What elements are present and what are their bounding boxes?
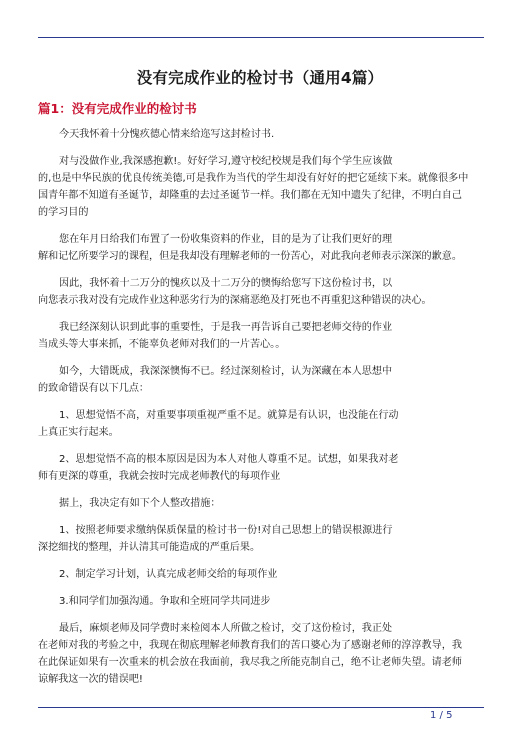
page-indicator: 1 / 5: [430, 710, 453, 721]
paragraph-line: 2、制定学习计划，认真完成老师交给的每项作业: [59, 569, 278, 580]
paragraph: [38, 231, 484, 265]
paragraph-line: 3.和同学们加强沟通。争取和全班同学共同进步: [59, 596, 271, 607]
paragraph: [38, 319, 484, 353]
paragraph-line: 在此保证如果有一次重来的机会放在我面前，我尽我之所能克制自己，绝不让老师失望。请老师: [38, 657, 462, 668]
header-rule: [38, 37, 484, 38]
paragraph-line: 的,也是中华民族的优良传统美德,可是我作为当代的学生却没有好好的把它延续下来。就像很多中: [38, 173, 469, 184]
paragraph-line: 最后，麻烦老师及同学费时来检阅本人所做之检讨，交了这份检讨，我正处: [59, 623, 393, 634]
paragraph-line: 1、思想觉悟不高，对重要事项重视严重不足。就算是有认识，也没能在行动: [59, 410, 399, 421]
paragraph-line: 对与没做作业,我深感抱歉!。好好学习,遵守校纪校规是我们每个学生应该做: [59, 156, 393, 167]
paragraph-line: 上真正实行起来。: [38, 427, 119, 438]
paragraph: [38, 522, 484, 556]
paragraph-line: 如今，大错既成，我深深懊悔不已。经过深刻检讨，认为深藏在本人思想中: [59, 366, 393, 377]
paragraph: [38, 153, 484, 221]
paragraph-line: 当成头等大事来抓，不能辜负老师对我们的一片苦心。。: [38, 339, 286, 350]
paragraph: [38, 566, 484, 583]
paragraph-line: 深挖细找的整理，并认清其可能造成的严重后果。: [38, 542, 261, 553]
paragraph-line: 因此，我怀着十二万分的愧疚以及十二万分的懊悔给您写下这份检讨书，以: [59, 278, 393, 289]
document-body: [38, 126, 484, 698]
paragraph-line: 您在年月日给我们布置了一份收集资料的作业，目的是为了让我们更好的理: [59, 234, 393, 245]
paragraph-line: 在老师对我的考验之中，我现在彻底理解老师教育我们的苦口婆心为了感谢老师的淳淳教导，我: [38, 640, 462, 651]
footer-rule: [38, 707, 484, 708]
paragraph-line: 解和记忆所要学习的课程，但是我却没有理解老师的一份苦心，对此我向老师表示深深的歉意。: [38, 251, 462, 262]
paragraph: [38, 495, 484, 512]
section-heading: 篇1：没有完成作业的检讨书: [38, 101, 197, 116]
paragraph-line: 国青年都不知道有圣诞节，却隆重的去过圣诞节一样。我们都在无知中遗失了纪律，不明白自己: [38, 190, 462, 201]
document-title: 没有完成作业的检讨书（通用4篇）: [136, 69, 384, 87]
paragraph-line: 1、按照老师要求缴纳保质保量的检讨书一份!对自己思想上的错误根源进行: [59, 525, 393, 536]
paragraph-line: 师有更深的尊重，我就会按时完成老师教代的每项作业: [38, 471, 281, 482]
paragraph: [38, 451, 484, 485]
paragraph-line: 据上，我决定有如下个人整改措施：: [59, 498, 221, 509]
paragraph: [38, 275, 484, 309]
paragraph: [38, 620, 484, 688]
paragraph-line: 的致命错误有以下几点：: [38, 383, 150, 394]
paragraph-line: 谅解我这一次的错误吧!: [38, 674, 143, 685]
paragraph: [38, 407, 484, 441]
paragraph-line: 今天我怀着十分愧疚德心情来给迩写这封检讨书.: [59, 129, 275, 140]
paragraph-line: 向您表示我对没有完成作业这种恶劣行为的深痛恶绝及打死也不再重犯这种错误的决心。: [38, 295, 432, 306]
paragraph: [38, 126, 484, 143]
paragraph-line: 我已经深刻认识到此事的重要性，于是我一再告诉自己要把老师交待的作业: [59, 322, 393, 333]
paragraph: [38, 363, 484, 397]
paragraph: [38, 593, 484, 610]
paragraph-line: 的学习目的: [38, 207, 89, 218]
paragraph-line: 2、思想觉悟不高的根本原因是因为本人对他人尊重不足。试想，如果我对老: [59, 454, 399, 465]
